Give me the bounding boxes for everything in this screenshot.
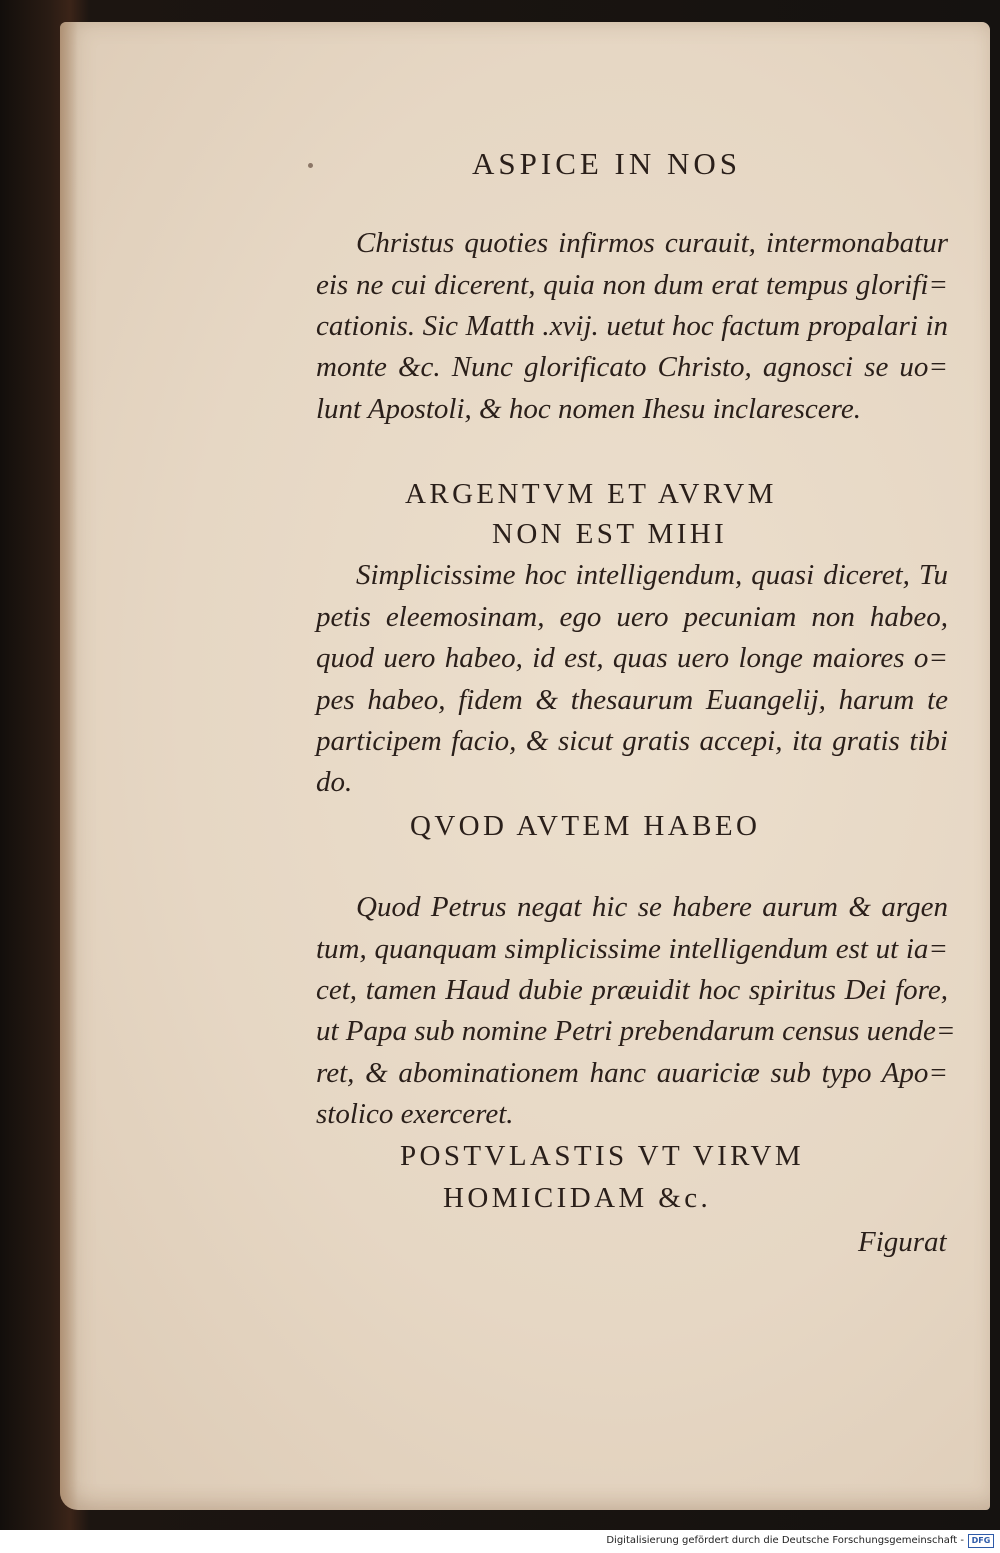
section-heading: POSTVLASTIS VT VIRVM <box>400 1140 805 1172</box>
text-line: monte &c. Nunc glorificato Christo, agnosci se uo= <box>316 351 948 383</box>
text-line: petis eleemosinam, ego uero pecuniam non habeo, <box>316 601 948 633</box>
running-head: ASPICE IN NOS <box>472 146 742 181</box>
ink-dot <box>308 163 313 168</box>
footer-credit: Digitalisierung gefördert durch die Deutsche Forschungsgemeinschaft - <box>606 1535 964 1546</box>
text-line: ret, & abominationem hanc auariciæ sub typo Apo= <box>316 1057 948 1089</box>
text-line: pes habeo, fidem & thesaurum Euangelij, harum te <box>316 684 948 716</box>
section-heading: QVOD AVTEM HABEO <box>410 810 761 842</box>
text-line: Christus quoties infirmos curauit, intermonabatur <box>356 227 948 259</box>
text-line: cationis. Sic Matth .xvij. uetut hoc factum propalari in <box>316 310 948 342</box>
text-line: cet, tamen Haud dubie præuidit hoc spiritus Dei fore, <box>316 974 948 1006</box>
section-heading: HOMICIDAM &c. <box>443 1182 712 1214</box>
page-gutter-shadow <box>60 22 78 1510</box>
dfg-logo-icon: DFG <box>968 1534 994 1548</box>
digitization-footer <box>0 1530 1000 1553</box>
text-line: ut Papa sub nomine Petri prebendarum census uende= <box>316 1015 956 1047</box>
text-line: eis ne cui dicerent, quia non dum erat tempus glorifi= <box>316 269 948 301</box>
section-heading: ARGENTVM ET AVRVM <box>405 478 777 510</box>
text-line: do. <box>316 766 353 798</box>
text-line: participem facio, & sicut gratis accepi, ita gratis tibi <box>316 725 948 757</box>
text-line: Simplicissime hoc intelligendum, quasi diceret, Tu <box>356 559 948 591</box>
text-line: Quod Petrus negat hic se habere aurum & argen <box>356 891 948 923</box>
text-line: tum, quanquam simplicissime intelligendum est ut ia= <box>316 933 948 965</box>
text-line: lunt Apostoli, & hoc nomen Ihesu inclarescere. <box>316 393 861 425</box>
section-heading: NON EST MIHI <box>492 518 728 550</box>
text-line: stolico exerceret. <box>316 1098 514 1130</box>
text-line: quod uero habeo, id est, quas uero longe maiores o= <box>316 642 948 674</box>
catchword: Figurat <box>858 1226 947 1258</box>
